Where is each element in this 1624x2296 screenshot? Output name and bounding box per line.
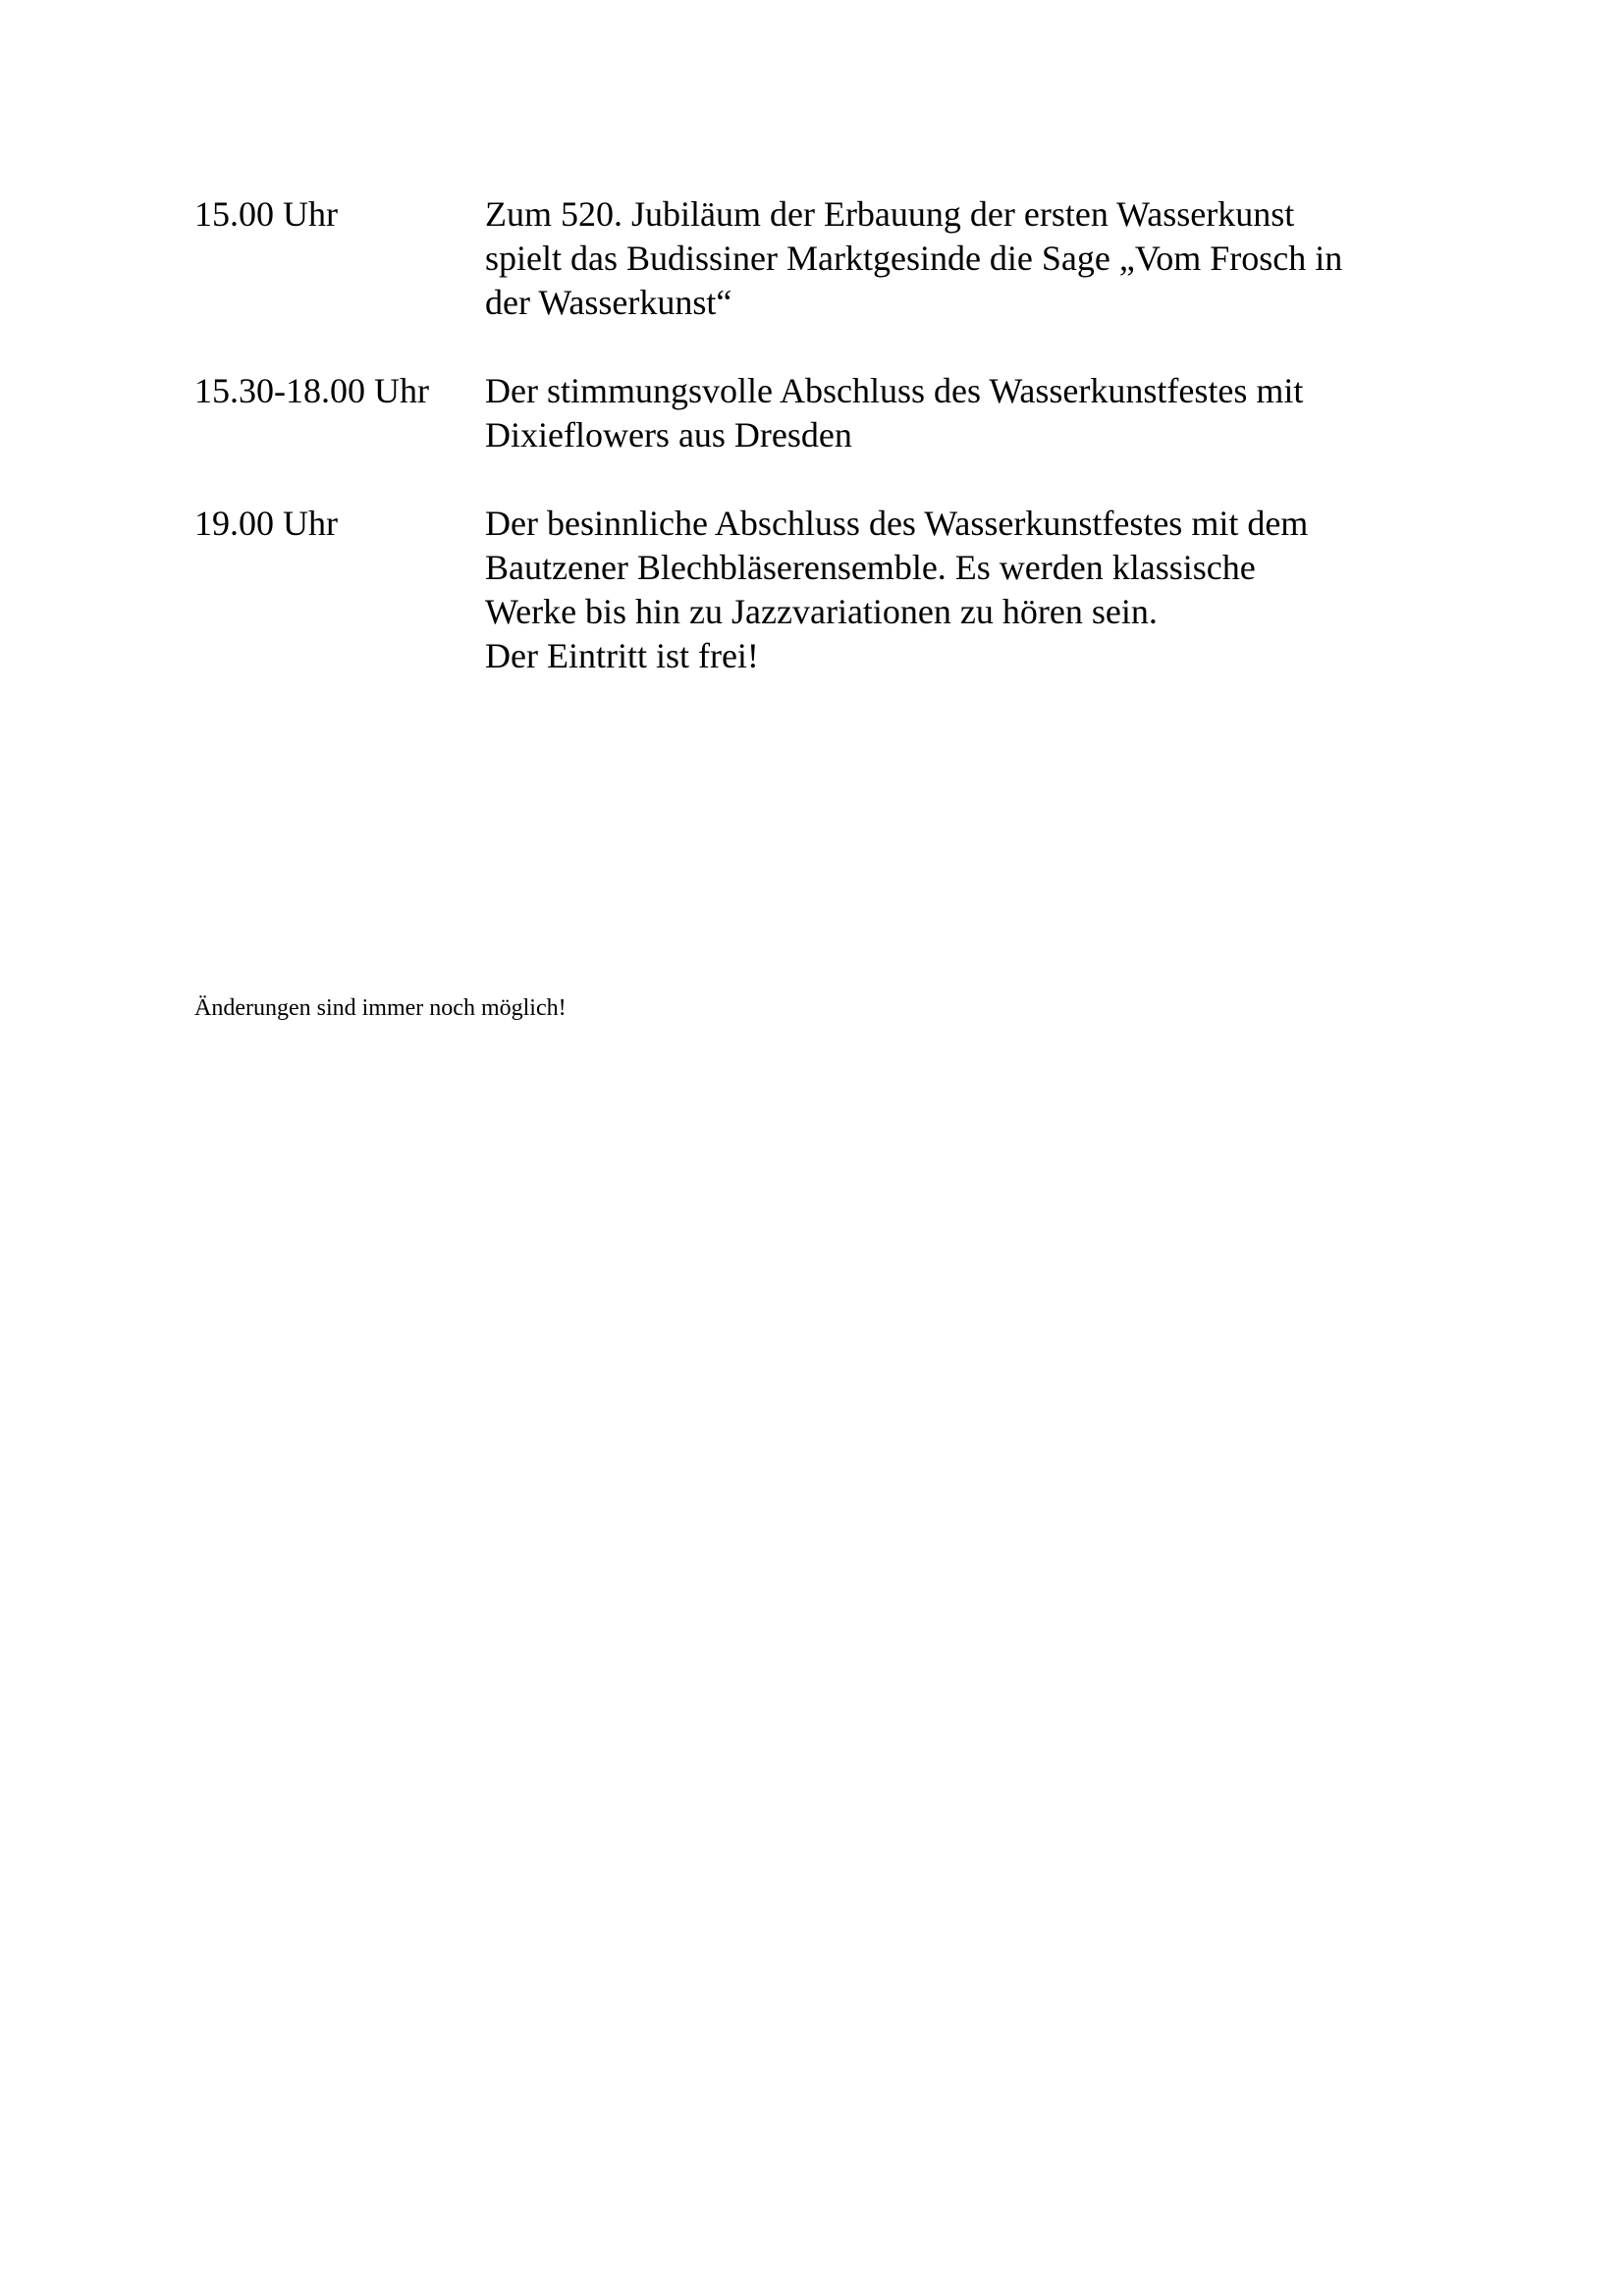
- schedule-entry: [194, 192, 1471, 325]
- event-schedule: [194, 192, 1471, 722]
- description-line: der Wasserkunst“: [485, 283, 732, 322]
- description-line: Der besinnliche Abschluss des Wasserkunstfestes mit dem: [485, 504, 1309, 543]
- entry-time: 15.00 Uhr: [194, 194, 338, 234]
- schedule-entry: [194, 502, 1471, 678]
- description-line: Der Eintritt ist frei!: [485, 636, 759, 675]
- schedule-entry: [194, 369, 1471, 457]
- description-line: Zum 520. Jubiläum der Erbauung der ersten Wasserkunst: [485, 194, 1295, 234]
- description-line: Der stimmungsvolle Abschluss des Wasserkunstfestes mit: [485, 371, 1304, 410]
- description-line: Werke bis hin zu Jazzvariationen zu hören sein.: [485, 592, 1158, 631]
- description-line: spielt das Budissiner Marktgesinde die Sage „Vom Frosch in: [485, 239, 1343, 278]
- description-line: Dixieflowers aus Dresden: [485, 415, 852, 454]
- entry-time: 15.30-18.00 Uhr: [194, 371, 429, 410]
- entry-description: [485, 192, 1471, 325]
- entry-time: 19.00 Uhr: [194, 504, 338, 543]
- entry-description: [485, 502, 1471, 678]
- entry-description: [485, 369, 1471, 457]
- footnote: Änderungen sind immer noch möglich!: [194, 995, 567, 1021]
- description-line: Bautzener Blechbläserensemble. Es werden klassische: [485, 548, 1256, 587]
